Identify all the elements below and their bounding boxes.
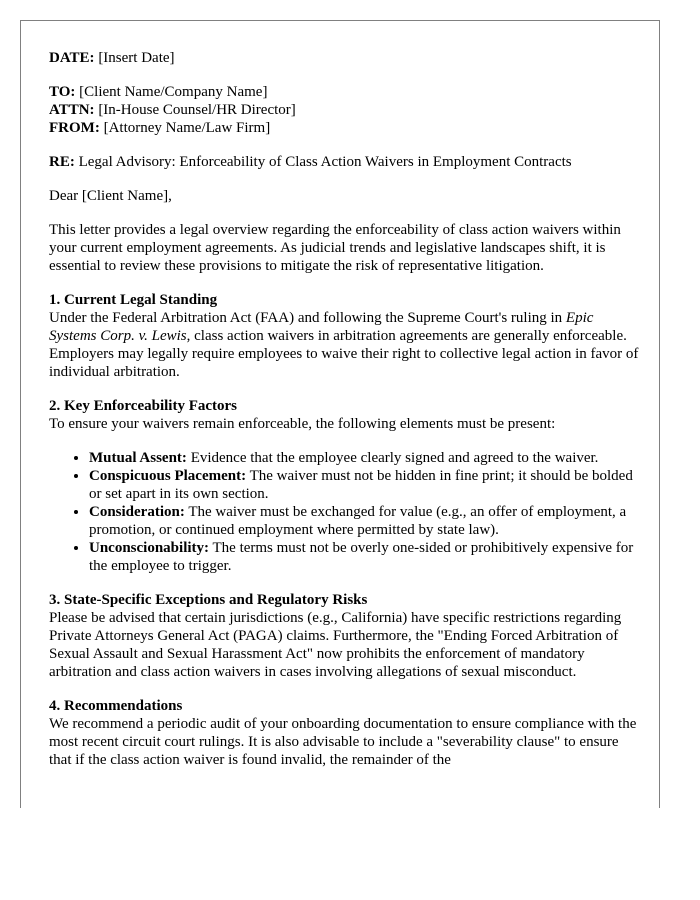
section-body xyxy=(49,309,641,381)
to-line xyxy=(49,83,641,101)
list-item xyxy=(89,503,641,539)
address-block xyxy=(49,83,641,137)
case-name: Epic Systems Corp. v. Lewis xyxy=(49,310,594,344)
from-label: FROM: xyxy=(49,120,100,136)
section-enforceability-factors xyxy=(49,397,641,575)
re-value: Legal Advisory: Enforceability of Class Action Waivers in Employment Contracts xyxy=(78,154,572,170)
section-legal-standing xyxy=(49,291,641,381)
section-body: Please be advised that certain jurisdictions (e.g., California) have specific restrictions regarding Private Attorneys General Act (PAGA) claims. Furthermore, the "Ending Forced Arbitration of Sexual Assault and Sexual Harassment Act" now prohibits the enforcement of mandatory arbitration and class action waivers in cases involving allegations of sexual misconduct. xyxy=(49,610,622,680)
section-title: 1. Current Legal Standing xyxy=(49,292,218,308)
re-line xyxy=(49,153,641,171)
list-item-desc: The waiver must be exchanged for value (e.g., an offer of employment, a promotion, or continued employment where permitted by state law). xyxy=(89,504,627,538)
list-item-desc: The waiver must not be hidden in fine print; it should be bolded or set apart in its own section. xyxy=(89,468,633,502)
list-item xyxy=(89,539,641,575)
from-line xyxy=(49,119,641,137)
attn-line xyxy=(49,101,641,119)
intro-paragraph: This letter provides a legal overview regarding the enforceability of class action waivers within your current employment agreements. As judicial trends and legislative landscapes shift, it is essential to review these provisions to mitigate the risk of representative litigation. xyxy=(49,222,621,274)
letter-page xyxy=(20,20,660,808)
list-item-term: Conspicuous Placement: xyxy=(89,468,247,484)
section-text-before: Under the Federal Arbitration Act (FAA) and following the Supreme Court's ruling in xyxy=(49,310,566,326)
section-title: 2. Key Enforceability Factors xyxy=(49,398,238,414)
from-value: [Attorney Name/Law Firm] xyxy=(103,120,271,136)
date-label: DATE: xyxy=(49,50,95,66)
section-recommendations xyxy=(49,697,641,769)
re-label: RE: xyxy=(49,154,75,170)
list-item-desc: The terms must not be overly one-sided or prohibitively expensive for the employee to trigger. xyxy=(89,540,634,574)
date-value: [Insert Date] xyxy=(98,50,175,66)
section-body: We recommend a periodic audit of your onboarding documentation to ensure compliance with the most recent circuit court rulings. It is also advisable to include a "severability clause" to ensure that if the class action waiver is found invalid, the remainder of the xyxy=(49,716,637,768)
salutation: Dear [Client Name], xyxy=(49,188,172,204)
list-item-desc: Evidence that the employee clearly signed and agreed to the waiver. xyxy=(186,450,599,466)
section-title: 4. Recommendations xyxy=(49,698,183,714)
list-item-term: Unconscionability: xyxy=(89,540,210,556)
section-state-exceptions xyxy=(49,591,641,681)
factors-list xyxy=(49,449,641,575)
list-item xyxy=(89,449,641,467)
list-item xyxy=(89,467,641,503)
to-value: [Client Name/Company Name] xyxy=(79,84,268,100)
attn-label: ATTN: xyxy=(49,102,95,118)
section-title: 3. State-Specific Exceptions and Regulatory Risks xyxy=(49,592,368,608)
list-item-term: Mutual Assent: xyxy=(89,450,187,466)
attn-value: [In-House Counsel/HR Director] xyxy=(98,102,296,118)
section-text-after: , class action waivers in arbitration agreements are generally enforceable. Employers may legally require employees to waive their right to collective legal action in favor of individual arbitration. xyxy=(49,328,639,380)
date-line xyxy=(49,49,641,67)
list-item-term: Consideration: xyxy=(89,504,185,520)
to-label: TO: xyxy=(49,84,76,100)
letter-content xyxy=(49,49,641,785)
section-body: To ensure your waivers remain enforceable, the following elements must be present: xyxy=(49,416,556,432)
